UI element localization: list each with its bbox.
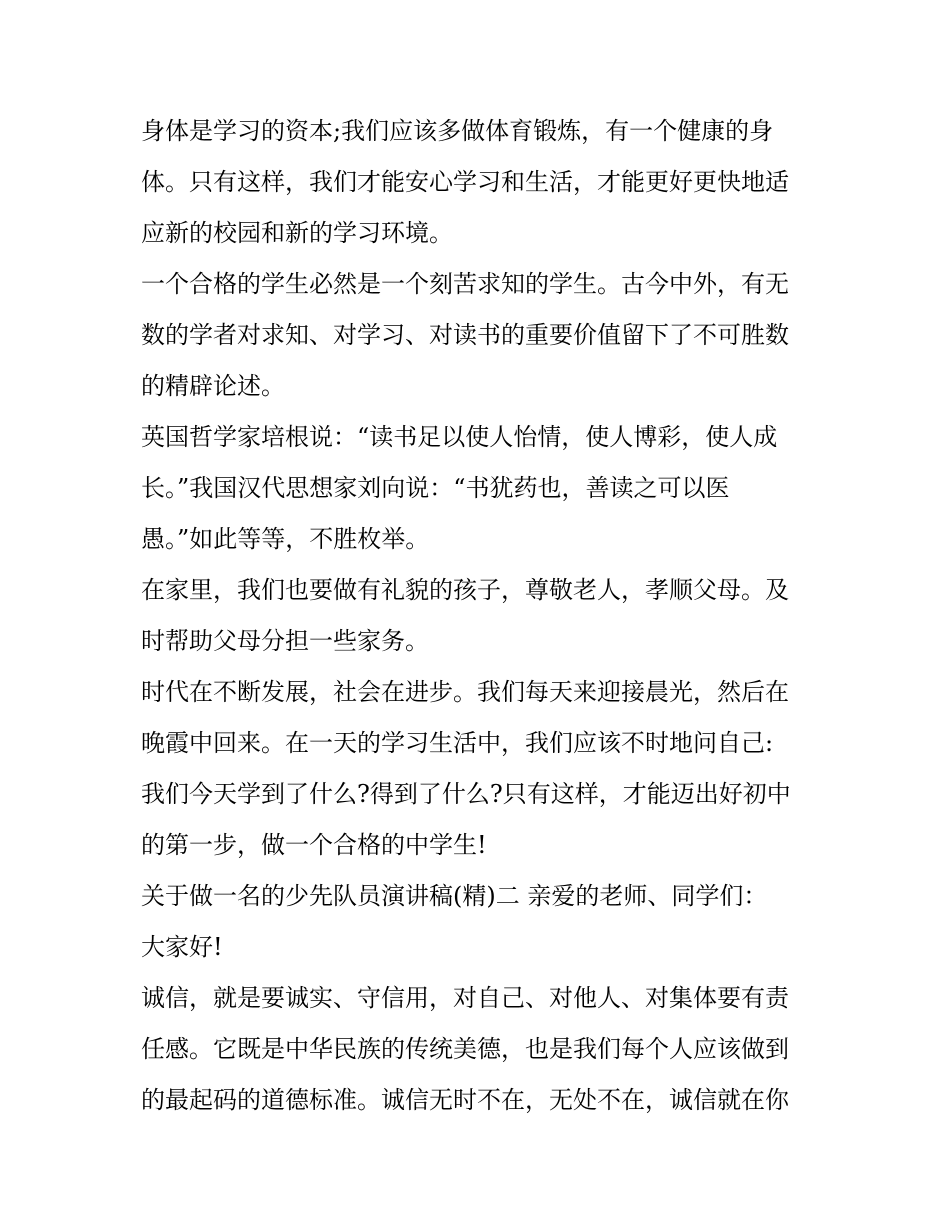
text-line: 的最起码的道德标准。诚信无时不在，无处不在，诚信就在你 xyxy=(141,1086,789,1114)
text-line: 的精辟论述。 xyxy=(141,372,285,400)
greeting-line: 大家好! xyxy=(141,933,223,961)
text-line: 在家里，我们也要做有礼貌的孩子，尊敬老人，孝顺父母。及 xyxy=(141,576,789,604)
text-line: 数的学者对求知、对学习、对读书的重要价值留下了不可胜数 xyxy=(141,321,789,349)
text-line: 的第一步，做一个合格的中学生! xyxy=(141,831,487,859)
text-line: 晚霞中回来。在一天的学习生活中，我们应该不时地问自己: xyxy=(141,729,774,757)
text-line: 任感。它既是中华民族的传统美德，也是我们每个人应该做到 xyxy=(141,1035,789,1063)
text-line: 愚。”如此等等，不胜枚举。 xyxy=(141,525,430,553)
text-line: 身体是学习的资本;我们应该多做体育锻炼，有一个健康的身 xyxy=(141,117,774,145)
text-line: 时帮助父母分担一些家务。 xyxy=(141,627,429,655)
document-body xyxy=(141,106,813,1126)
section-heading-line: 关于做一名的少先队员演讲稿(精)二 亲爱的老师、同学们： xyxy=(141,882,768,910)
text-line: 长。”我国汉代思想家刘向说：“书犹药也，善读之可以医 xyxy=(141,474,730,502)
text-line: 诚信，就是要诚实、守信用，对自己、对他人、对集体要有责 xyxy=(141,984,789,1012)
text-line: 一个合格的学生必然是一个刻苦求知的学生。古今中外，有无 xyxy=(141,270,789,298)
text-line: 我们今天学到了什么?得到了什么?只有这样，才能迈出好初中 xyxy=(141,780,791,808)
text-line: 体。只有这样，我们才能安心学习和生活，才能更好更快地适 xyxy=(141,168,789,196)
text-line: 英国哲学家培根说：“读书足以使人怡情，使人博彩，使人成 xyxy=(141,423,778,451)
text-line: 应新的校园和新的学习环境。 xyxy=(141,219,453,247)
text-line: 时代在不断发展，社会在进步。我们每天来迎接晨光，然后在 xyxy=(141,678,789,706)
